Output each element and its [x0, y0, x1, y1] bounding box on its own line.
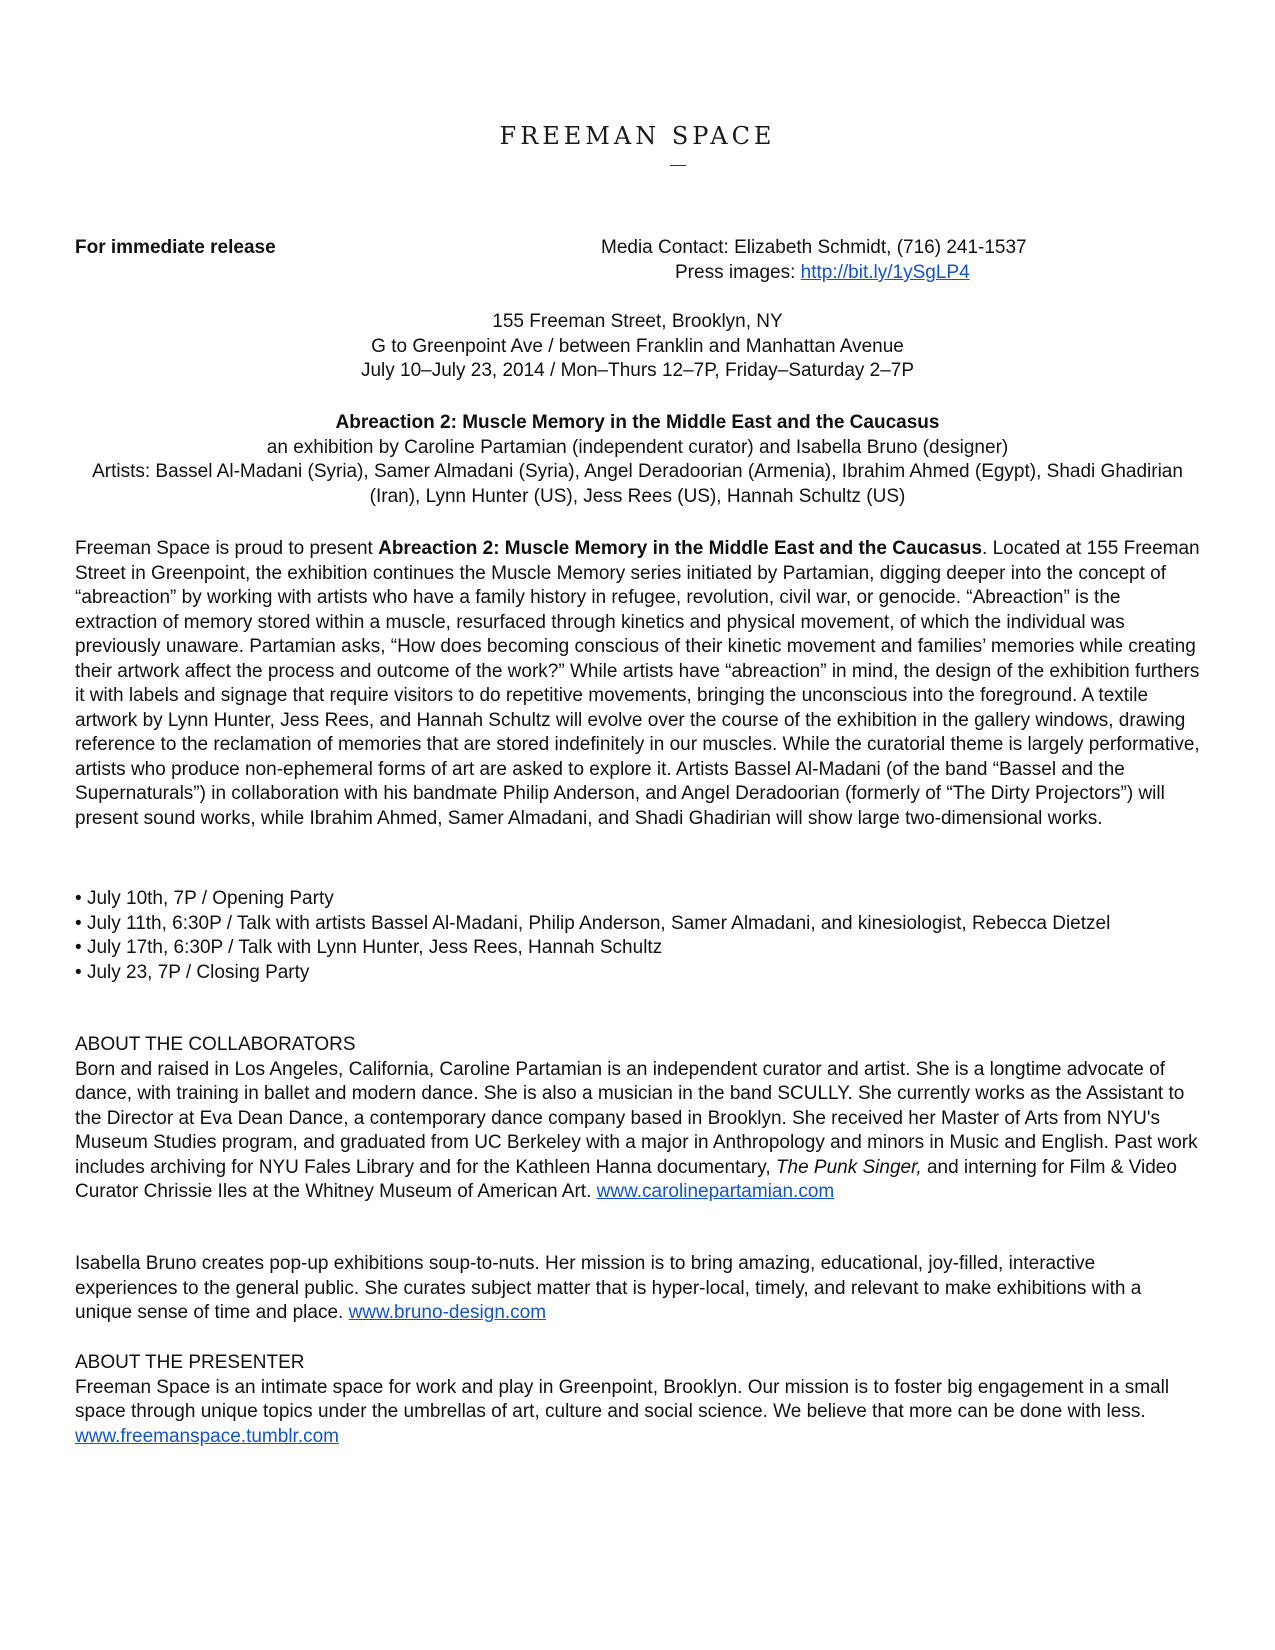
- media-contact: Media Contact: Elizabeth Schmidt, (716) 241-1537: [601, 237, 1027, 258]
- intro-lead: Freeman Space is proud to present: [75, 538, 379, 559]
- intro-body: . Located at 155 Freeman Street in Greenpoint, the exhibition continues the Muscle Memory series initiated by Partamian, digging deeper into the concept of “abreaction” by working with artists who have a family history in refugee, revolution, civil war, or genocide. “Abreaction” is the extraction of memory stored within a muscle, resurfaced through kinetics and physical movement, of which the individual was previously unaware. Partamian asks, “How does becoming conscious of their kinetic movement and families’ memories while creating their artwork affect the process and outcome of the work?” While artists have “abreaction” in mind, the design of the exhibition furthers it with labels and signage that require visitors to do repetitive movements, bringing the unconscious into the foreground. A textile artwork by Lynn Hunter, Jess Rees, and Hannah Schultz will evolve over the course of the exhibition in the gallery windows, drawing reference to the reclamation of memories that are stored indefinitely in our muscles. While the curatorial theme is largely performative, artists who produce non-ephemeral forms of art are asked to explore it. Artists Bassel Al-Madani (of the band “Bassel and the Supernaturals”) in collaboration with his bandmate Philip Anderson, and Angel Deradoorian (formerly of “The Dirty Projectors”) will present sound works, while Ibrahim Ahmed, Samer Almadani, and Shadi Ghadirian will show large two-dimensional works.: [75, 538, 1200, 829]
- events-list: [75, 887, 1200, 985]
- release-label: For immediate release: [75, 237, 276, 258]
- venue-info: [75, 310, 1200, 384]
- exhibition-title: Abreaction 2: Muscle Memory in the Middle East and the Caucasus: [335, 412, 940, 433]
- isabella-website-link[interactable]: www.bruno-design.com: [348, 1302, 547, 1323]
- venue-dates-hours: July 10–July 23, 2014 / Mon–Thurs 12–7P, Friday–Saturday 2–7P: [360, 360, 915, 381]
- freeman-space-logo: FREEMAN SPACE: [499, 122, 776, 150]
- isabella-bio-paragraph: [75, 1252, 1200, 1326]
- collaborators-heading: ABOUT THE COLLABORATORS: [75, 1034, 356, 1055]
- exhibition-byline: an exhibition by Caroline Partamian (independent curator) and Isabella Bruno (designer): [266, 436, 1009, 458]
- presenter-section: [75, 1351, 1200, 1449]
- collaborators-section: [75, 1033, 1200, 1205]
- caroline-bio: Born and raised in Los Angeles, California, Caroline Partamian is an independent curator and artist. She is a longtime advocate of dance, with training in ballet and modern dance. She is also a musician in the band SCULLY. She currently works as the Assistant to the Director at Eva Dean Dance, a contemporary dance company based in Brooklyn. She received her Master of Arts from NYU's Museum Studies program, and graduated from UC Berkeley with a major in Anthropology and minors in Music and English. Past work includes archiving for NYU Fales Library and for the Kathleen Hanna documentary,: [75, 1058, 1198, 1178]
- exhibition-info: [75, 411, 1200, 509]
- list-item: • July 10th, 7P / Opening Party: [75, 887, 1200, 912]
- venue-transit: G to Greenpoint Ave / between Franklin and Manhattan Avenue: [371, 335, 904, 357]
- caroline-website-link[interactable]: www.carolinepartamian.com: [596, 1181, 835, 1202]
- presenter-text: Freeman Space is an intimate space for work and play in Greenpoint, Brooklyn. Our mission is to foster big engagement in a small space through unique topics under the umbrellas of art, culture and social science. We believe that more can be done with less.: [75, 1376, 1170, 1422]
- intro-title: Abreaction 2: Muscle Memory in the Middle East and the Caucasus: [378, 538, 983, 559]
- punk-singer-title: The Punk Singer,: [775, 1156, 922, 1178]
- press-images: [675, 262, 970, 284]
- list-item: • July 17th, 6:30P / Talk with Lynn Hunter, Jess Rees, Hannah Schultz: [75, 936, 1200, 961]
- press-images-label: Press images:: [675, 262, 801, 283]
- venue-address: 155 Freeman Street, Brooklyn, NY: [492, 311, 783, 332]
- freeman-space-website-link[interactable]: www.freemanspace.tumblr.com: [75, 1425, 339, 1447]
- caroline-bio-end: and interning for Film & Video Curator Chrissie Iles at the Whitney Museum of American Art.: [75, 1156, 1177, 1202]
- list-item: • July 11th, 6:30P / Talk with artists Bassel Al-Madani, Philip Anderson, Samer Almadani, and kinesiologist, Rebecca Dietzel: [75, 912, 1200, 937]
- press-images-link[interactable]: http://bit.ly/1ySgLP4: [800, 262, 970, 283]
- presenter-heading: ABOUT THE PRESENTER: [75, 1352, 305, 1373]
- isabella-bio: Isabella Bruno creates pop-up exhibitions soup-to-nuts. Her mission is to bring amazing, educational, joy-filled, interactive experiences to the general public. She curates subject matter that is hyper-local, timely, and relevant to make exhibitions with a unique sense of time and place.: [75, 1253, 1142, 1323]
- logo-divider: [670, 165, 686, 166]
- list-item: • July 23, 7P / Closing Party: [75, 961, 1200, 986]
- intro-paragraph: [75, 537, 1200, 831]
- exhibition-artists: Artists: Bassel Al-Madani (Syria), Samer Almadani (Syria), Angel Deradoorian (Armenia), Ibrahim Ahmed (Egypt), Shadi Ghadirian (Iran), Lynn Hunter (US), Jess Rees (US), Hannah Schultz (US): [92, 461, 1183, 507]
